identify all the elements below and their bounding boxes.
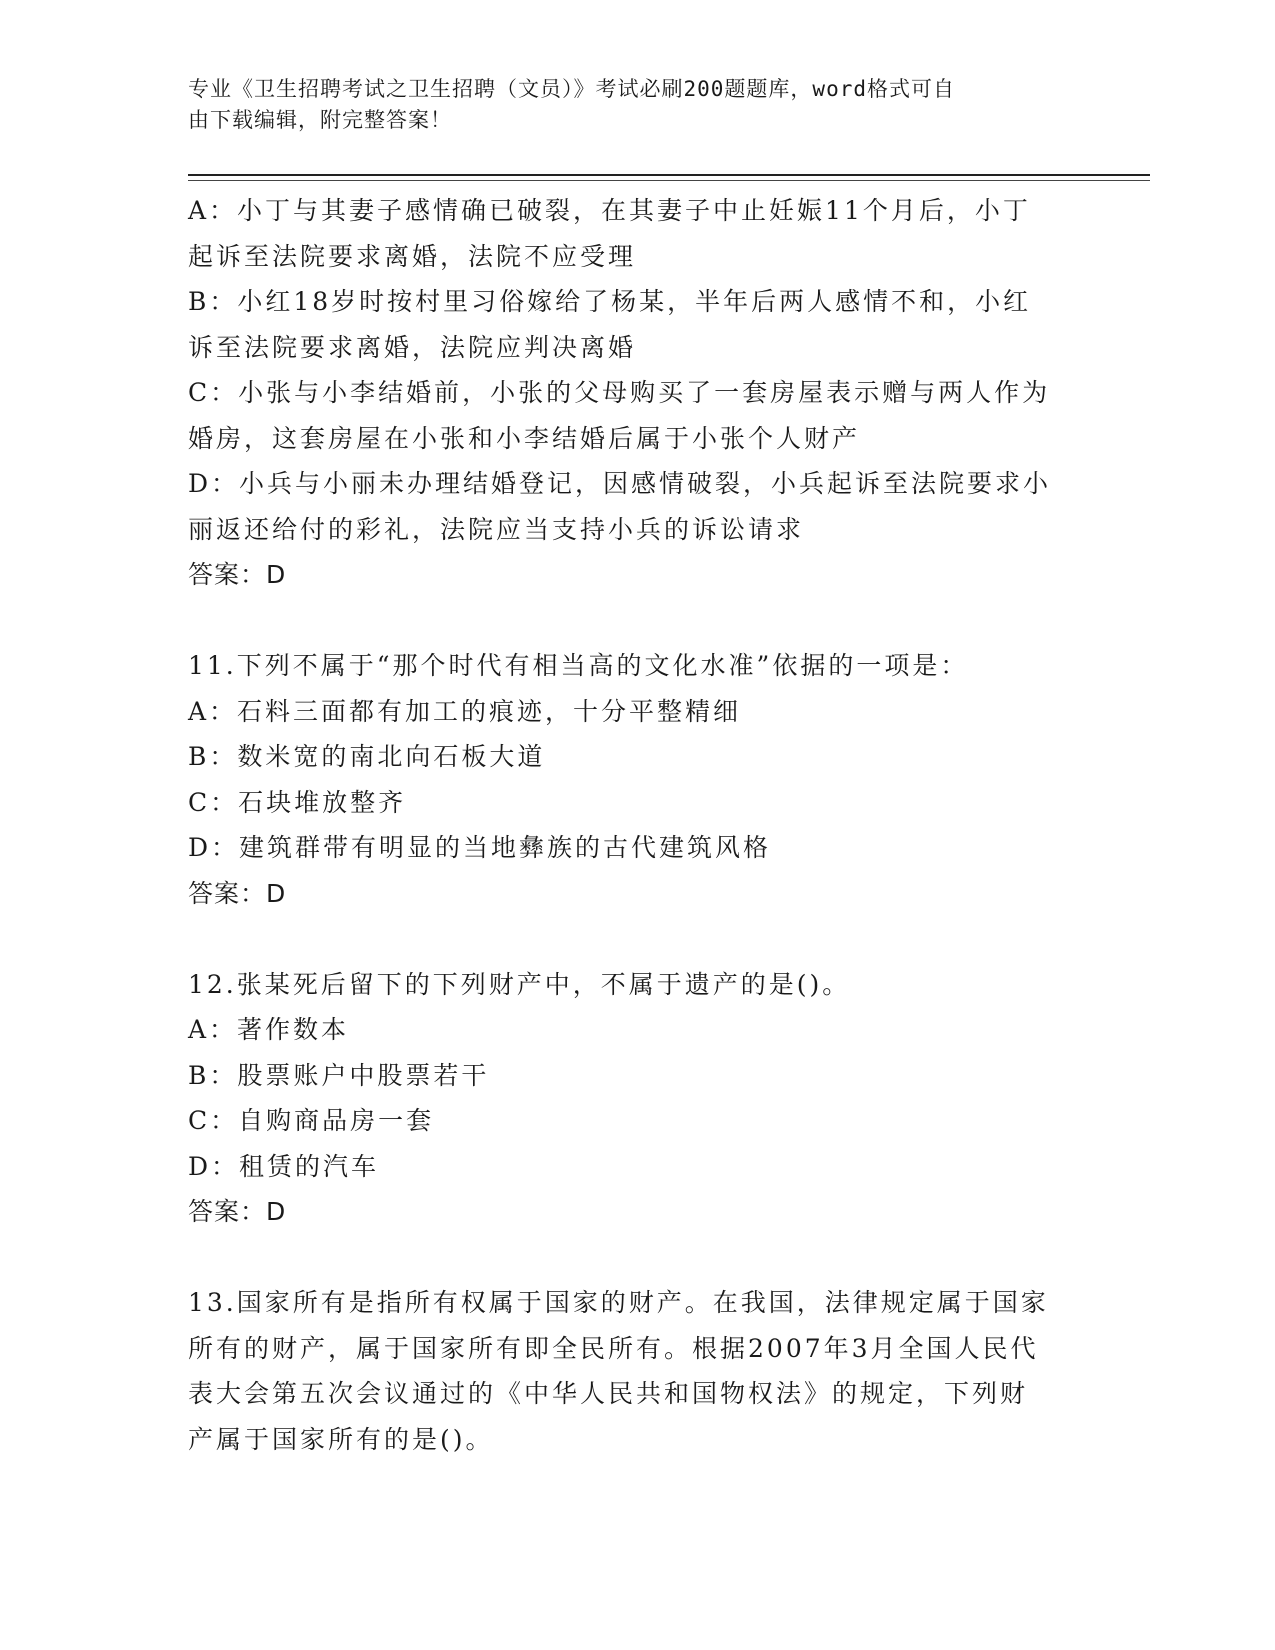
document-body: [188, 188, 1088, 1462]
header-line-1: 专业《卫生招聘考试之卫生招聘（文员）》考试必刷200题题库，word格式可自: [188, 77, 955, 101]
question-11-option-d: D：建筑群带有明显的当地彝族的古代建筑风格: [188, 833, 772, 862]
option-line: 婚房，这套房屋在小张和小李结婚后属于小张个人财产: [188, 423, 861, 453]
spacer: [188, 598, 1088, 644]
question-11-option-b: B：数米宽的南北向石板大道: [188, 742, 546, 771]
question-10-options: [188, 188, 1088, 552]
question-13-text: [188, 1280, 1088, 1462]
question-11-option-c: C：石块堆放整齐: [188, 787, 407, 817]
option-line: A：小丁与其妻子感情确已破裂，在其妻子中止妊娠11个月后，小丁: [188, 196, 1031, 225]
option-line: 丽返还给付的彩礼，法院应当支持小兵的诉讼请求: [188, 514, 805, 544]
option-line: 诉至法院要求离婚，法院应判决离婚: [188, 332, 637, 362]
question-line: 产属于国家所有的是()。: [188, 1424, 494, 1454]
question-12-option-b: B：股票账户中股票若干: [188, 1060, 490, 1090]
question-11-answer: 答案：D: [188, 878, 287, 908]
option-line: B：小红18岁时按村里习俗嫁给了杨某，半年后两人感情不和，小红: [188, 287, 1032, 316]
header-rule-thin: [188, 180, 1150, 181]
question-line: 表大会第五次会议通过的《中华人民共和国物权法》的规定，下列财: [188, 1379, 1029, 1408]
option-line: 起诉至法院要求离婚，法院不应受理: [188, 241, 637, 271]
question-10-answer: 答案：D: [188, 560, 287, 589]
spacer: [188, 916, 1088, 962]
document-header: [188, 74, 1068, 136]
question-12-answer: 答案：D: [188, 1197, 287, 1226]
question-11-option-a: A：石料三面都有加工的痕迹，十分平整精细: [188, 696, 742, 726]
question-12-option-d: D：租赁的汽车: [188, 1151, 380, 1181]
question-line: 13.国家所有是指所有权属于国家的财产。在我国，法律规定属于国家: [188, 1288, 1049, 1317]
spacer: [188, 1235, 1088, 1281]
header-line-2: 由下载编辑，附完整答案！: [188, 108, 452, 132]
question-12-text: 12.张某死后留下的下列财产中，不属于遗产的是()。: [188, 969, 851, 999]
question-line: 所有的财产，属于国家所有即全民所有。根据2007年3月全国人民代: [188, 1333, 1039, 1363]
question-11-text: 11.下列不属于“那个时代有相当高的文化水准”依据的一项是：: [188, 651, 969, 680]
header-rule-thick: [188, 174, 1150, 176]
option-line: D：小兵与小丽未办理结婚登记，因感情破裂，小兵起诉至法院要求小: [188, 469, 1052, 498]
option-line: C：小张与小李结婚前，小张的父母购买了一套房屋表示赠与两人作为: [188, 378, 1051, 407]
question-12-option-c: C：自购商品房一套: [188, 1106, 435, 1135]
question-12-option-a: A：著作数本: [188, 1015, 350, 1044]
